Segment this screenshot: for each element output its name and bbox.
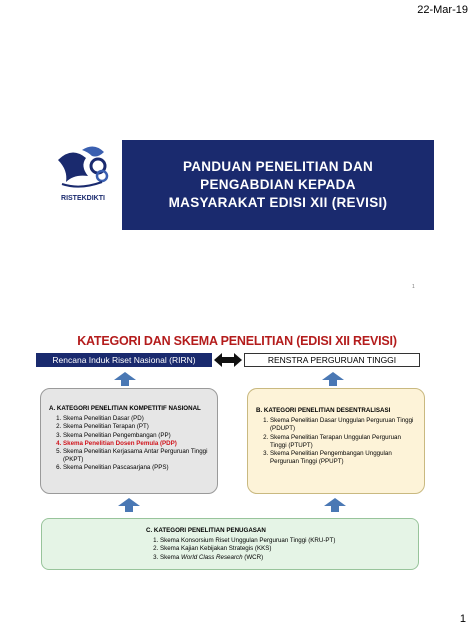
list-item: 1. Skema Penelitian Dasar Unggulan Perguruan Tinggi (PDUPT) (270, 417, 418, 433)
list-item: 2. Skema Kajian Kebijakan Strategis (KKS) (160, 545, 412, 553)
slide2-title: KATEGORI DAN SKEMA PENELITIAN (EDISI XII REVISI) (77, 334, 397, 348)
list-item: 3. Skema Penelitian Pengembangan Unggulan Perguruan Tinggi (PPUPT) (270, 450, 418, 466)
category-b-header: B. KATEGORI PENELITIAN DESENTRALISASI (256, 407, 391, 414)
date-label: 22-Mar-19 (417, 4, 468, 16)
list-item (160, 554, 412, 562)
rirn-bar: Rencana Induk Riset Nasional (RIRN) (36, 353, 212, 367)
list-item: 1. Skema Penelitian Dasar (PD) (63, 415, 211, 423)
list-item: 2. Skema Penelitian Terapan (PT) (63, 423, 211, 431)
category-a-header: A. KATEGORI PENELITIAN KOMPETITIF NASIONAL (49, 405, 201, 412)
renstra-bar: RENSTRA PERGURUAN TINGGI (244, 353, 420, 367)
slide1-title-box (122, 140, 434, 230)
list-item-highlighted: 4. Skema Penelitian Dosen Pemula (PDP) (63, 440, 211, 448)
list-item: 3. Skema Penelitian Pengembangan (PP) (63, 432, 211, 440)
list-item: 1. Skema Konsorsium Riset Unggulan Perguruan Tinggi (KRU-PT) (160, 537, 412, 545)
category-c-box (41, 518, 419, 570)
category-a-box (40, 388, 218, 494)
up-arrow-icon (324, 498, 346, 512)
up-arrow-icon (114, 372, 136, 386)
list-item: 6. Skema Penelitian Pascasarjana (PPS) (63, 464, 211, 472)
page-number: 1 (459, 613, 466, 625)
up-arrow-icon (118, 498, 140, 512)
logo-text: RISTEKDIKTI (61, 195, 105, 202)
item-italic: World Class Research (180, 553, 243, 561)
item-prefix: Skema (160, 553, 181, 561)
list-item: 2. Skema Penelitian Terapan Unggulan Perguruan Tinggi (PTUPT) (270, 434, 418, 450)
slide-number: 1 (412, 284, 415, 290)
list-item: 5. Skema Penelitian Kerjasama Antar Perguruan Tinggi (PKPT) (63, 448, 211, 464)
category-c-header: C. KATEGORI PENELITIAN PENUGASAN (146, 527, 266, 534)
ristekdikti-logo (52, 140, 114, 204)
category-b-box (247, 388, 425, 494)
slide1-title-line-2: PENGABDIAN KEPADA (200, 177, 356, 192)
slide1-title-line-3: MASYARAKAT EDISI XII (REVISI) (168, 195, 388, 210)
double-arrow-icon (214, 353, 242, 367)
slide1-title-line-1: PANDUAN PENELITIAN DAN (182, 159, 374, 174)
item-suffix: (WCR) (242, 553, 264, 561)
up-arrow-icon (322, 372, 344, 386)
